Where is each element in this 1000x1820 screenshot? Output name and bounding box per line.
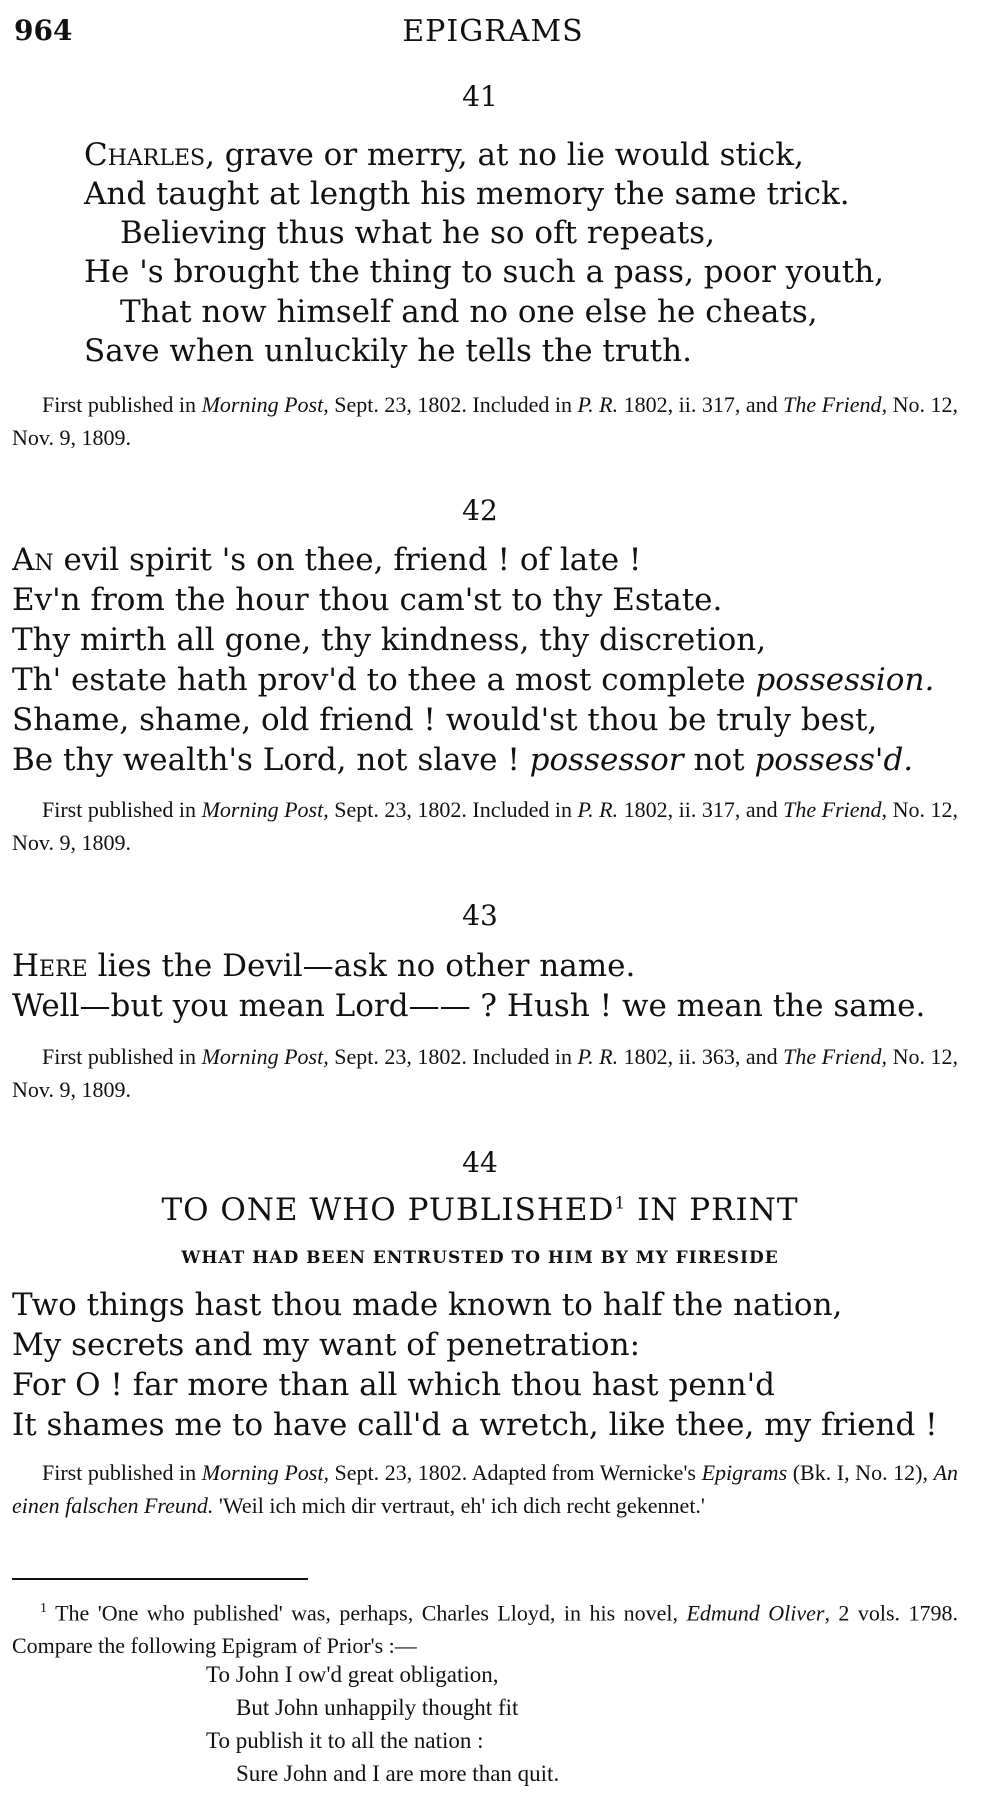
small-caps-word: Here [12,948,88,984]
verse-text: evil spirit 's on thee, friend ! of late ! [53,542,642,578]
epigram-number: 43 [462,899,498,932]
verse-line: And taught at length his memory the same trick. [84,176,850,212]
epigram-title: TO ONE WHO PUBLISHED$^1$ IN PRINT [161,1192,799,1228]
page-header [14,14,972,54]
verse-line [12,543,641,577]
footnote-rule [12,1578,308,1580]
verse-line: My secrets and my want of penetration: [12,1327,641,1363]
publication-note: First published in Morning Post, Sept. 23, 1802. Included in P. R. 1802, ii. 363, and The Friend, No. 12, Nov. 9, 1809. [12,1044,958,1102]
verse-line: Save when unluckily he tells the truth. [84,333,692,369]
verse-line: That now himself and no one else he cheats, [120,294,818,330]
verse-text: grave or merry, at no lie would stick, [214,137,804,173]
footnote-verse-line: To John I ow'd great obligation, [206,1662,499,1687]
page-number: 964 [14,14,73,47]
verse-line: He 's brought the thing to such a pass, poor youth, [84,254,885,290]
publication-note: First published in Morning Post, Sept. 23, 1802. Adapted from Wernicke's Epigrams (Bk. I, No. 12), An einen falschen Freund. 'Weil ich mich dir vertraut, eh' ich dich recht gekennet.' [12,1460,959,1518]
verse-line: Thy mirth all gone, thy kindness, thy discretion, [12,622,767,658]
verse-line [12,949,635,983]
small-caps-word: Charles, [84,137,215,173]
footnote-marker: 1 [40,1601,47,1616]
italic-word: possess'd. [754,742,914,778]
verse-line: Th' estate hath prov'd to thee a most complete possession. [12,662,935,698]
footnote-verse-line: To publish it to all the nation : [206,1728,484,1753]
epigram-number: 44 [462,1146,498,1179]
publication-note: First published in Morning Post, Sept. 23, 1802. Included in P. R. 1802, ii. 317, and The Friend, No. 12, Nov. 9, 1809. [12,392,958,450]
verse-line: It shames me to have call'd a wretch, like thee, my friend ! [12,1407,938,1443]
italic-word: possession. [755,662,935,698]
footnote-verse-line: Sure John and I are more than quit. [236,1761,560,1786]
verse-line: Ev'n from the hour thou cam'st to thy Estate. [12,582,723,618]
publication-note: First published in Morning Post, Sept. 23, 1802. Included in P. R. 1802, ii. 317, and The Friend, No. 12, Nov. 9, 1809. [12,797,958,855]
verse-line: Two things hast thou made known to half the nation, [12,1287,843,1323]
verse-line: Be thy wealth's Lord, not slave ! possessor not possess'd. [12,742,914,778]
small-caps-word: An [12,542,54,578]
epigram-number: 41 [462,80,498,113]
epigram-number: 42 [462,494,498,527]
verse-line [84,138,804,172]
epigram-subtitle: WHAT HAD BEEN ENTRUSTED TO HIM BY MY FIRESIDE [181,1248,779,1268]
footnote-ref: 1 [614,1193,627,1214]
verse-line: For O ! far more than all which thou hast penn'd [12,1367,775,1403]
running-head: EPIGRAMS [402,14,584,49]
verse-line: Shame, shame, old friend ! would'st thou be truly best, [12,702,878,738]
footnote-verse-line: But John unhappily thought fit [236,1695,519,1720]
italic-word: possessor [529,742,684,778]
footnote: $^1$ The 'One who published' was, perhaps, Charles Lloyd, in his novel, Edmund Oliver, 2 vols. 1798. Compare the following Epigram of Prior's :— [12,1600,958,1659]
verse-text: lies the Devil—ask no other name. [87,948,636,984]
verse-line: Well—but you mean Lord—— ? Hush ! we mean the same. [12,988,926,1024]
verse-line: Believing thus what he so oft repeats, [120,215,715,251]
